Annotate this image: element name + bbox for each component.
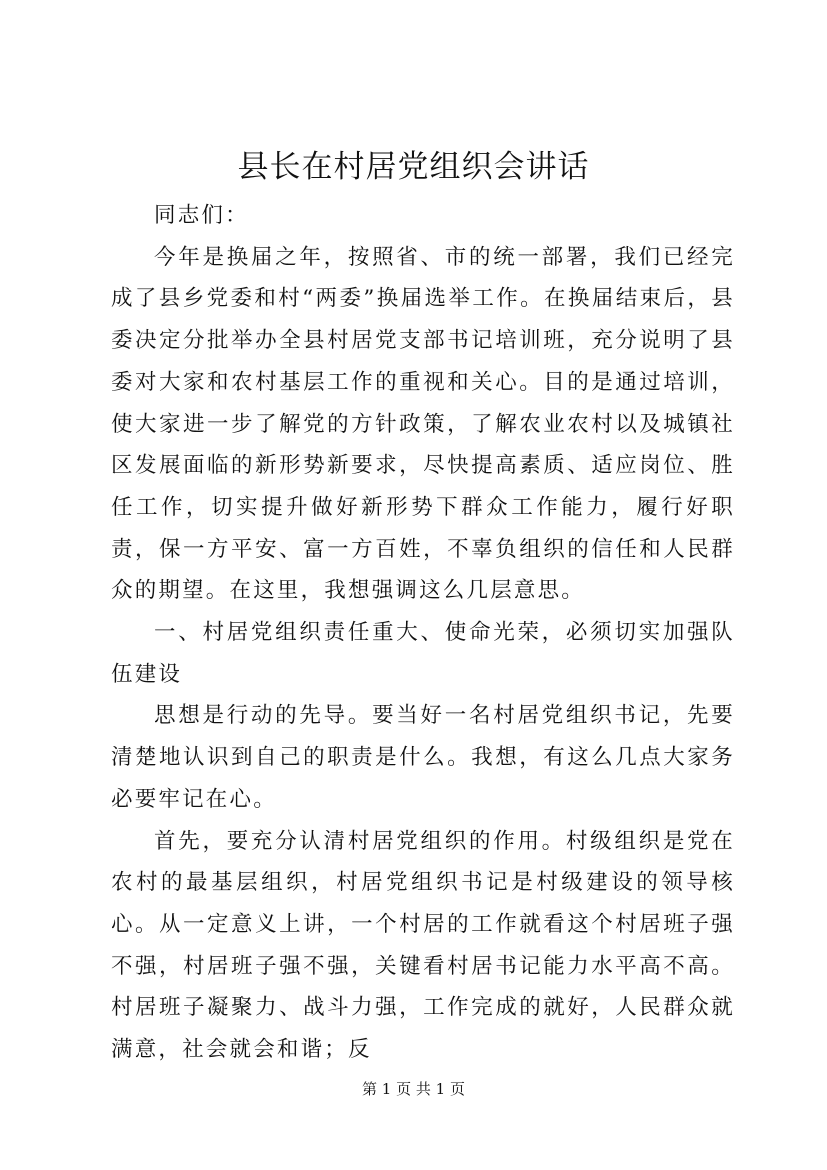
page-footer: 第 1 页 共 1 页	[362, 1080, 465, 1098]
paragraph-greeting: 同志们：	[154, 203, 249, 228]
section-heading-1: 一、村居党组织责任重大、使命光荣，必须切实加强队伍建设	[111, 620, 735, 687]
document-body	[111, 195, 735, 1071]
document-title: 县长在村居党组织会讲话	[237, 149, 590, 185]
paragraph-thought: 思想是行动的先导。要当好一名村居党组织书记，先要清楚地认识到自己的职责是什么。我想，有这么几点大家务必要牢记在心。	[111, 703, 735, 812]
paragraph-first: 首先，要充分认清村居党组织的作用。村级组织是党在农村的最基层组织，村居党组织书记是村级建设的领导核心。从一定意义上讲，一个村居的工作就看这个村居班子强不强，村居班子强不强，关键看村居书记能力水平高不高。村居班子凝聚力、战斗力强，工作完成的就好，人民群众就满意，社会就会和谐；反	[111, 828, 735, 1063]
paragraph-intro: 今年是换届之年，按照省、市的统一部署，我们已经完成了县乡党委和村“两委”换届选举工作。在换届结束后，县委决定分批举办全县村居党支部书记培训班，充分说明了县委对大家和农村基层工作的重视和关心。目的是通过培训，使大家进一步了解党的方针政策，了解农业农村以及城镇社区发展面临的新形势新要求，尽快提高素质、适应岗位、胜任工作，切实提升做好新形势下群众工作能力，履行好职责，保一方平安、富一方百姓，不辜负组织的信任和人民群众的期望。在这里，我想强调这么几层意思。	[111, 244, 735, 604]
